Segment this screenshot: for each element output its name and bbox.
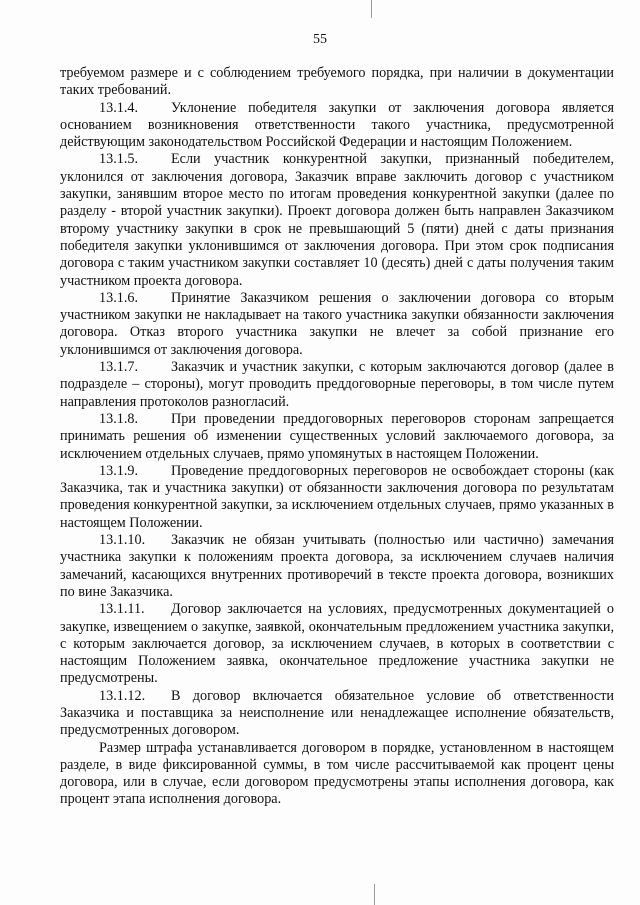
clause-13-1-10 (60, 532, 614, 601)
clause-number: 13.1.4. (99, 99, 139, 116)
clause-text: Договор заключается на условиях, предусмотренных документацией о закупке, извещением о закупке, заявкой, окончательным предложением участника закупки, с которым заключается договор, за исключением случаев, в которых в соответствии с настоящим Положением заявка, окончательное предложение участника закупки не предусмотрены. (60, 601, 614, 687)
clause-number: 13.1.12. (99, 687, 146, 704)
clause-number: 13.1.10. (99, 532, 146, 549)
clause-text: В договор включается обязательное условие об ответственности Заказчика и поставщика за неисполнение или ненадлежащее исполнение обязательств, предусмотренных договором. (60, 687, 614, 739)
clause-13-1-4 (60, 100, 614, 152)
clause-number: 13.1.8. (99, 410, 139, 427)
clause-13-1-7 (60, 359, 614, 411)
clause-text: Если участник конкурентной закупки, признанный победителем, уклонился от заключения договора, Заказчик вправе заключить договор с участником закупки, занявшим второе место по итогам проведения конкурентной закупки (далее по разделу - второй участник закупки). Проект договора должен быть направлен Заказчиком второму участнику закупки в срок не превышающий 5 (пяти) дней с даты признания победителя закупки уклонившимся от заключения договора. При этом срок подписания договора с таким участником закупки составляет 10 (десять) дней с даты получения таким участником проекта договора. (60, 151, 614, 289)
paragraph-text: Размер штрафа устанавливается договором в порядке, установленном в настоящем разделе, в виде фиксированной суммы, в том числе рассчитываемой как процент цены договора, или в случае, если договором предусмотрены этапы исполнения договора, как процент этапа исполнения договора. (60, 739, 614, 808)
scan-artifact-top (371, 0, 372, 18)
page-number: 55 (313, 32, 327, 47)
clause-13-1-5 (60, 151, 614, 289)
clause-text: Принятие Заказчиком решения о заключении договора со вторым участником закупки не накладывает на такого участника закупки обязанности заключения договора. Отказ второго участника закупки не влечет за собой признание его уклонившимся от заключения договора. (60, 289, 614, 358)
paragraph-continuation (60, 65, 614, 100)
clause-text: Уклонение победителя закупки от заключения договора является основанием возникновения ответственности такого участника, предусмотренной действующим законодательством Российской Федерации и настоящим Положением. (60, 99, 614, 151)
clause-text: При проведении преддоговорных переговоров сторонам запрещается принимать решения об изменении существенных условий заключаемого договора, за исключением отдельных случаев, прямо упомянутых в настоящем Положении. (60, 410, 614, 462)
clause-number: 13.1.5. (99, 151, 139, 168)
clause-number: 13.1.6. (99, 289, 139, 306)
clause-text: Проведение преддоговорных переговоров не освобождает стороны (как Заказчика, так и участника закупки) от обязанности заключения договора по результатам проведения конкурентной закупки, за исключением отдельных случаев, прямо указанных в настоящем Положении. (60, 462, 614, 531)
clause-text: Заказчик и участник закупки, с которым заключаются договор (далее в подразделе – стороны), могут проводить преддоговорные переговоры, в том числе путем направления протоколов разногласий. (60, 359, 614, 410)
clause-number: 13.1.9. (99, 462, 139, 479)
scan-artifact-bottom (374, 884, 375, 905)
document-body (60, 65, 614, 809)
paragraph-text: требуемом размере и с соблюдением требуемого порядка, при наличии в документации таких требований. (60, 65, 614, 99)
clause-13-1-11 (60, 601, 614, 687)
clause-13-1-9 (60, 463, 614, 532)
clause-number: 13.1.7. (99, 359, 139, 376)
clause-number: 13.1.11. (99, 601, 145, 618)
clause-13-1-8 (60, 411, 614, 463)
clause-13-1-12 (60, 688, 614, 740)
clause-13-1-6 (60, 290, 614, 359)
clause-text: Заказчик не обязан учитывать (полностью или частично) замечания участника закупки к положениям проекта договора, за исключением случаев наличия замечаний, касающихся внутренних противоречий в тексте проекта договора, возникших по вине Заказчика. (60, 532, 614, 600)
paragraph-penalty (60, 740, 614, 809)
